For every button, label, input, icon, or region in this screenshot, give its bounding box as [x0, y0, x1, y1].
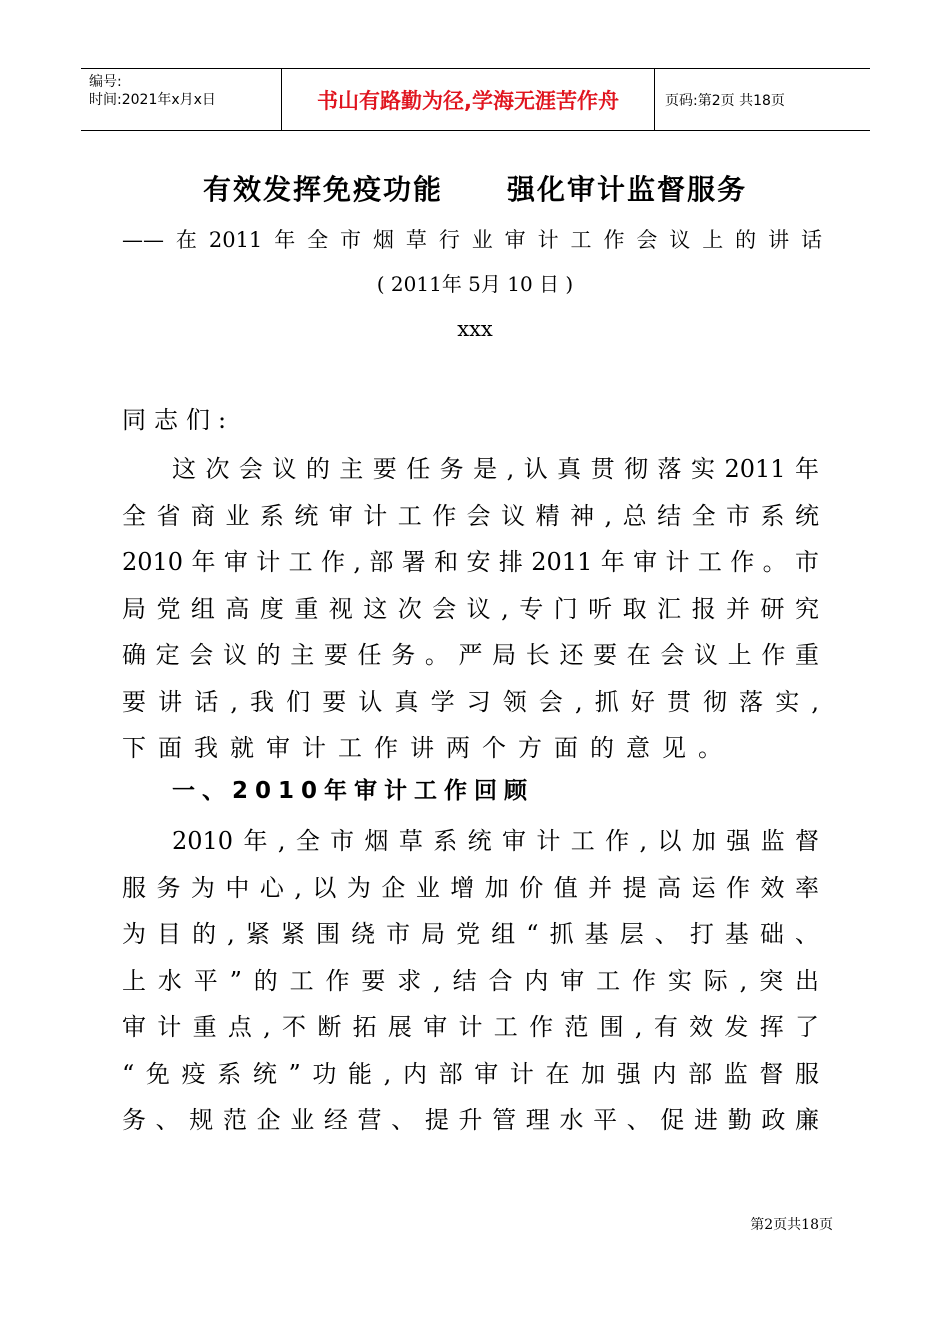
- paragraph-line: 上水平”的工作要求,结合内审工作实际,突出: [122, 966, 819, 995]
- paragraph-line: 这次会议的主要任务是,认真贯彻落实2011年: [172, 455, 819, 483]
- header-meta: [81, 69, 282, 130]
- paragraph-line: 要讲话,我们要认真学习领会,抓好贯彻落实,: [122, 687, 819, 716]
- paragraph-line: 下面我就审计工作讲两个方面的意见。: [122, 734, 734, 762]
- header-page-info: 页码:第2页 共18页: [665, 92, 785, 109]
- section-heading: 一、2010年审计工作回顾: [172, 778, 535, 804]
- paragraph-line: 确定会议的主要任务。严局长还要在会议上作重: [122, 641, 819, 669]
- paragraph-2: [122, 818, 819, 1144]
- title-part-2: 强化审计监督服务: [507, 173, 748, 206]
- paragraph-line: 为目的,紧紧围绕市局党组“抓基层、打基础、: [122, 920, 819, 948]
- document-author: xxx: [457, 317, 493, 341]
- document-date: ( 2011年 5月 10 日 ): [376, 272, 574, 296]
- title-part-1: 有效发挥免疫功能: [202, 173, 443, 206]
- page-header: [81, 68, 870, 131]
- paragraph-line: 2010年,全市烟草系统审计工作,以加强监督: [172, 827, 819, 855]
- document-subtitle: ——在2011年全市烟草行业审计工作会议上的讲话: [122, 228, 822, 252]
- paragraph-line: 全省商业系统审计工作会议精神,总结全市系统: [122, 501, 819, 530]
- paragraph-line: 2010年审计工作,部署和安排2011年审计工作。市: [122, 548, 819, 576]
- paragraph-line: 服务为中心,以为企业增加价值并提高运作效率: [122, 873, 819, 902]
- paragraph-line: “免疫系统”功能,内部审计在加强内部监督服: [122, 1059, 819, 1088]
- greeting: 同志们:: [122, 406, 235, 434]
- paragraph-line: 审计重点,不断拓展审计工作范围,有效发挥了: [122, 1013, 819, 1041]
- number-label: 编号:: [89, 74, 122, 90]
- paragraph-line: 务、规范企业经营、提升管理水平、促进勤政廉: [122, 1106, 819, 1134]
- header-motto: 书山有路勤为径,学海无涯苦作舟: [282, 69, 655, 130]
- page-footer: 第2页共18页: [750, 1217, 833, 1233]
- time-label: 时间:2021年x月x日: [89, 92, 216, 108]
- paragraph-line: 局党组高度重视这次会议,专门听取汇报并研究: [122, 594, 819, 623]
- paragraph-1: [122, 446, 819, 772]
- document-title: [0, 168, 950, 208]
